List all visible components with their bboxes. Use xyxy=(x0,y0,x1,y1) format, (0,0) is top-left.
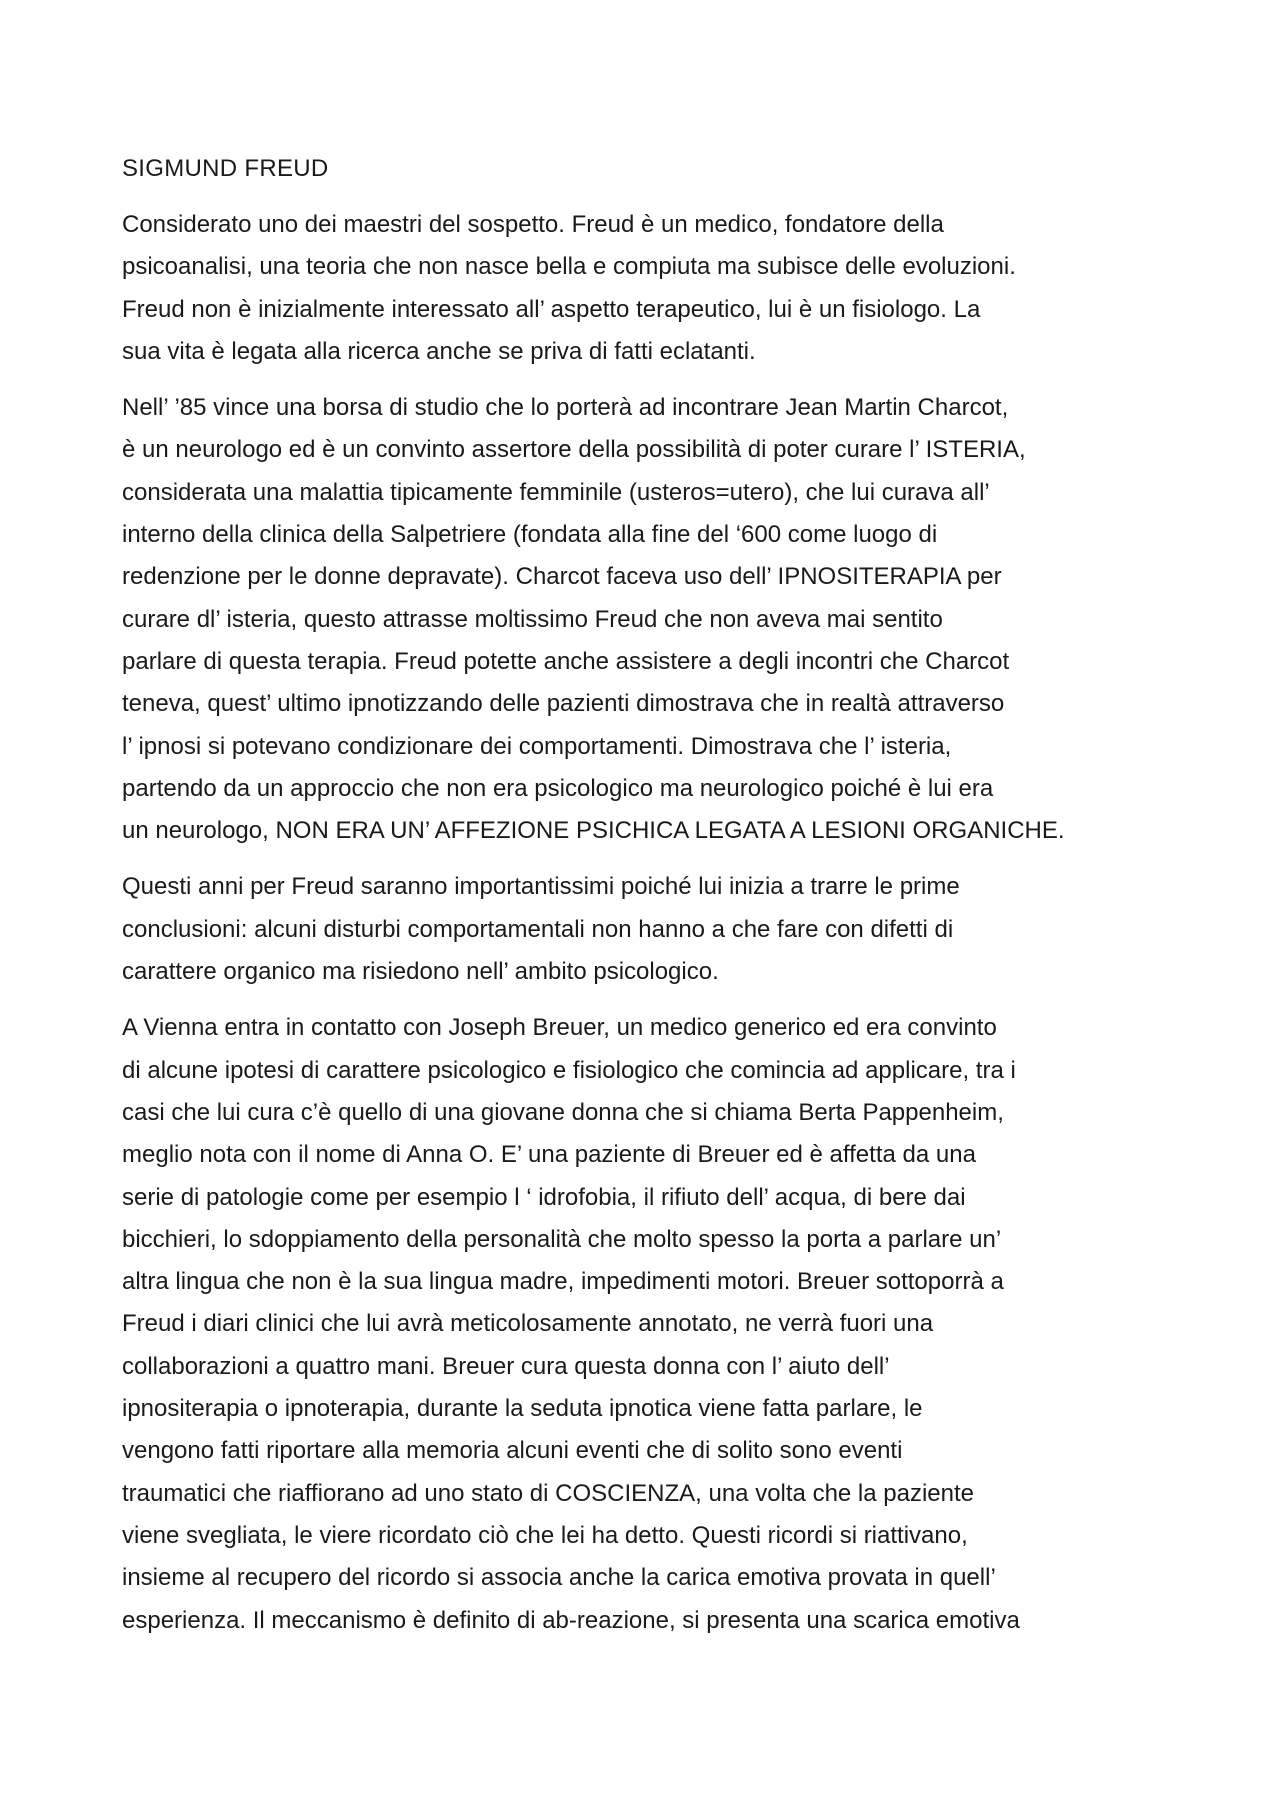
text-line: serie di patologie come per esempio l ‘ idrofobia, il rifiuto dell’ acqua, di bere dai xyxy=(122,1183,966,1211)
text-line: psicoanalisi, una teoria che non nasce bella e compiuta ma subisce delle evoluzioni. xyxy=(122,253,1016,281)
text-line: partendo da un approccio che non era psicologico ma neurologico poiché è lui era xyxy=(122,774,994,802)
text-line: Freud i diari clinici che lui avrà meticolosamente annotato, ne verrà fuori una xyxy=(122,1310,934,1338)
text-line: esperienza. Il meccanismo è definito di ab-reazione, si presenta una scarica emotiva xyxy=(122,1606,1020,1634)
text-line: carattere organico ma risiedono nell’ ambito psicologico. xyxy=(122,958,719,986)
text-line: insieme al recupero del ricordo si associa anche la carica emotiva provata in quell’ xyxy=(122,1564,996,1592)
text-line: viene svegliata, le viere ricordato ciò che lei ha detto. Questi ricordi si riattivano, xyxy=(122,1521,968,1549)
text-line: teneva, quest’ ultimo ipnotizzando delle pazienti dimostrava che in realtà attraverso xyxy=(122,690,1005,718)
text-line: curare dl’ isteria, questo attrasse moltissimo Freud che non aveva mai sentito xyxy=(122,605,943,633)
text-line: considerata una malattia tipicamente femminile (usteros=utero), che lui curava all’ xyxy=(122,478,990,506)
text-line: collaborazioni a quattro mani. Breuer cura questa donna con l’ aiuto dell’ xyxy=(122,1352,890,1380)
text-line: sua vita è legata alla ricerca anche se priva di fatti eclatanti. xyxy=(122,337,756,365)
text-line: bicchieri, lo sdoppiamento della personalità che molto spesso la porta a parlare un’ xyxy=(122,1225,1002,1253)
text-line: di alcune ipotesi di carattere psicologico e fisiologico che comincia ad applicare, tra i xyxy=(122,1056,1016,1084)
text-line: parlare di questa terapia. Freud potette anche assistere a degli incontri che Charcot xyxy=(122,647,1010,675)
text-line: ipnositerapia o ipnoterapia, durante la seduta ipnotica viene fatta parlare, le xyxy=(122,1395,923,1423)
text-line: Considerato uno dei maestri del sospetto. Freud è un medico, fondatore della xyxy=(122,211,944,238)
text-line: redenzione per le donne depravate). Charcot faceva uso dell’ IPNOSITERAPIA per xyxy=(122,563,1002,591)
text-line: l’ ipnosi si potevano condizionare dei comportamenti. Dimostrava che l’ isteria, xyxy=(122,732,952,760)
text-line: Freud non è inizialmente interessato all’ aspetto terapeutico, lui è un fisiologo. La xyxy=(122,295,981,323)
text-line: casi che lui cura c’è quello di una giovane donna che si chiama Berta Pappenheim, xyxy=(122,1098,1004,1126)
paragraph-list xyxy=(122,204,1168,1642)
text-line: Nell’ ’85 vince una borsa di studio che lo porterà ad incontrare Jean Martin Charcot, xyxy=(122,394,1009,422)
text-line: un neurologo, NON ERA UN’ AFFEZIONE PSICHICA LEGATA A LESIONI ORGANICHE. xyxy=(122,817,1065,845)
document-body xyxy=(122,148,1168,1656)
text-line: A Vienna entra in contatto con Joseph Breuer, un medico generico ed era convinto xyxy=(122,1014,997,1042)
paragraph xyxy=(122,204,1168,373)
text-line: altra lingua che non è la sua lingua madre, impedimenti motori. Breuer sottoporrà a xyxy=(122,1268,1004,1296)
paragraph xyxy=(122,1007,1168,1641)
text-line: conclusioni: alcuni disturbi comportamentali non hanno a che fare con difetti di xyxy=(122,915,954,943)
text-line: è un neurologo ed è un convinto assertore della possibilità di poter curare l’ ISTERIA, xyxy=(122,436,1026,464)
document-title: SIGMUND FREUD xyxy=(122,155,329,182)
paragraph xyxy=(122,387,1168,852)
paragraph xyxy=(122,866,1168,993)
text-line: vengono fatti riportare alla memoria alcuni eventi che di solito sono eventi xyxy=(122,1437,903,1465)
text-line: traumatici che riaffiorano ad uno stato di COSCIENZA, una volta che la paziente xyxy=(122,1479,975,1507)
text-line: interno della clinica della Salpetriere (fondata alla fine del ‘600 come luogo di xyxy=(122,521,938,549)
text-line: meglio nota con il nome di Anna O. E’ una paziente di Breuer ed è affetta da una xyxy=(122,1141,976,1169)
text-line: Questi anni per Freud saranno importantissimi poiché lui inizia a trarre le prime xyxy=(122,873,960,901)
